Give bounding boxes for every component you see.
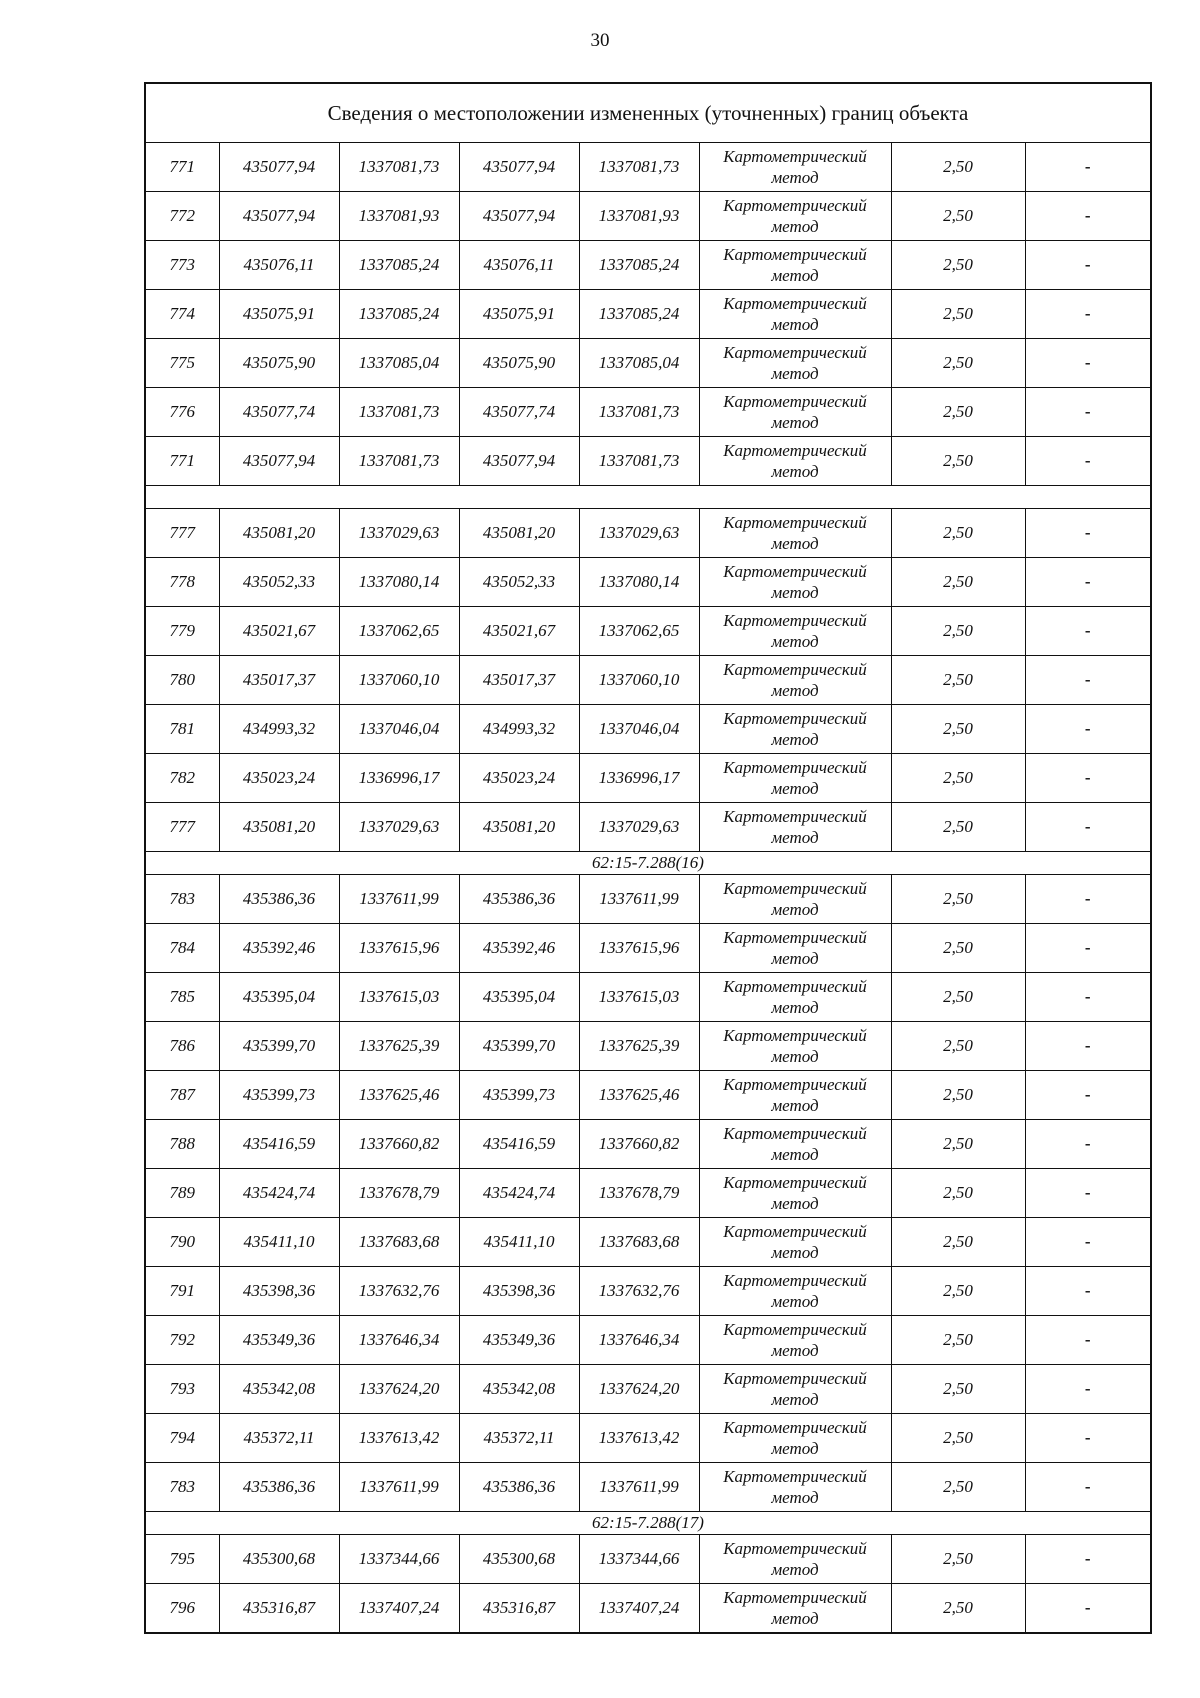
point-description: - (1025, 1169, 1151, 1218)
accuracy: 2,50 (891, 558, 1025, 607)
y-new: 1337611,99 (579, 875, 699, 924)
table-row (145, 241, 1151, 290)
x-existing: 435395,04 (219, 973, 339, 1022)
boundary-coordinates-table (144, 82, 1152, 1634)
point-description: - (1025, 437, 1151, 486)
y-existing: 1337625,39 (339, 1022, 459, 1071)
y-new: 1337080,14 (579, 558, 699, 607)
method: Картометрический метод (699, 1267, 891, 1316)
accuracy: 2,50 (891, 1267, 1025, 1316)
x-new: 435077,94 (459, 192, 579, 241)
y-new: 1337625,39 (579, 1022, 699, 1071)
y-existing: 1337046,04 (339, 705, 459, 754)
x-existing: 435077,94 (219, 143, 339, 192)
point-description: - (1025, 1022, 1151, 1071)
y-existing: 1337611,99 (339, 875, 459, 924)
point-number: 777 (145, 509, 219, 558)
point-description: - (1025, 1414, 1151, 1463)
method: Картометрический метод (699, 1535, 891, 1584)
point-description: - (1025, 192, 1151, 241)
y-existing: 1337081,73 (339, 388, 459, 437)
y-new: 1337062,65 (579, 607, 699, 656)
table-row (145, 1414, 1151, 1463)
method: Картометрический метод (699, 1022, 891, 1071)
x-existing: 435081,20 (219, 509, 339, 558)
x-existing: 435342,08 (219, 1365, 339, 1414)
point-description: - (1025, 339, 1151, 388)
point-description: - (1025, 803, 1151, 852)
point-description: - (1025, 875, 1151, 924)
accuracy: 2,50 (891, 607, 1025, 656)
point-description: - (1025, 1120, 1151, 1169)
point-description: - (1025, 1535, 1151, 1584)
y-existing: 1337646,34 (339, 1316, 459, 1365)
page-number: 30 (590, 30, 610, 51)
section-label-row (145, 852, 1151, 875)
y-new: 1337625,46 (579, 1071, 699, 1120)
table-row (145, 192, 1151, 241)
y-existing: 1337085,04 (339, 339, 459, 388)
table-row (145, 509, 1151, 558)
accuracy: 2,50 (891, 1071, 1025, 1120)
point-description: - (1025, 143, 1151, 192)
method: Картометрический метод (699, 1463, 891, 1512)
y-existing: 1337613,42 (339, 1414, 459, 1463)
point-description: - (1025, 1463, 1151, 1512)
x-existing: 435023,24 (219, 754, 339, 803)
method: Картометрический метод (699, 1414, 891, 1463)
y-existing: 1337625,46 (339, 1071, 459, 1120)
accuracy: 2,50 (891, 1414, 1025, 1463)
section-label: 62:15-7.288(16) (145, 852, 1151, 875)
spacer-row (145, 486, 1151, 509)
x-new: 435399,70 (459, 1022, 579, 1071)
accuracy: 2,50 (891, 705, 1025, 754)
y-existing: 1337344,66 (339, 1535, 459, 1584)
y-existing: 1337678,79 (339, 1169, 459, 1218)
y-existing: 1337407,24 (339, 1584, 459, 1634)
x-existing: 435424,74 (219, 1169, 339, 1218)
y-new: 1336996,17 (579, 754, 699, 803)
point-description: - (1025, 1316, 1151, 1365)
point-description: - (1025, 607, 1151, 656)
point-number: 791 (145, 1267, 219, 1316)
point-description: - (1025, 509, 1151, 558)
y-existing: 1337085,24 (339, 241, 459, 290)
x-new: 435386,36 (459, 1463, 579, 1512)
table-row (145, 1584, 1151, 1634)
point-number: 794 (145, 1414, 219, 1463)
point-number: 793 (145, 1365, 219, 1414)
accuracy: 2,50 (891, 1120, 1025, 1169)
x-new: 435077,94 (459, 143, 579, 192)
point-number: 782 (145, 754, 219, 803)
section-label-row (145, 1512, 1151, 1535)
accuracy: 2,50 (891, 754, 1025, 803)
table-row (145, 705, 1151, 754)
x-existing: 435411,10 (219, 1218, 339, 1267)
section-label (145, 486, 1151, 509)
y-new: 1337632,76 (579, 1267, 699, 1316)
point-number: 783 (145, 875, 219, 924)
point-number: 774 (145, 290, 219, 339)
table-row (145, 924, 1151, 973)
accuracy: 2,50 (891, 143, 1025, 192)
point-number: 778 (145, 558, 219, 607)
x-existing: 435372,11 (219, 1414, 339, 1463)
y-new: 1337081,93 (579, 192, 699, 241)
x-existing: 435076,11 (219, 241, 339, 290)
y-new: 1337615,96 (579, 924, 699, 973)
method: Картометрический метод (699, 705, 891, 754)
x-new: 435081,20 (459, 509, 579, 558)
table-row (145, 1169, 1151, 1218)
x-new: 435081,20 (459, 803, 579, 852)
y-existing: 1337085,24 (339, 290, 459, 339)
x-new: 435023,24 (459, 754, 579, 803)
accuracy: 2,50 (891, 509, 1025, 558)
y-existing: 1337081,73 (339, 437, 459, 486)
table-header-row (145, 83, 1151, 143)
method: Картометрический метод (699, 437, 891, 486)
table-header: Сведения о местоположении измененных (уточненных) границ объекта (145, 83, 1151, 143)
point-number: 781 (145, 705, 219, 754)
accuracy: 2,50 (891, 437, 1025, 486)
x-existing: 435075,91 (219, 290, 339, 339)
method: Картометрический метод (699, 509, 891, 558)
y-existing: 1337081,73 (339, 143, 459, 192)
accuracy: 2,50 (891, 803, 1025, 852)
x-existing: 435075,90 (219, 339, 339, 388)
x-new: 435316,87 (459, 1584, 579, 1634)
y-new: 1337046,04 (579, 705, 699, 754)
x-existing: 435077,94 (219, 437, 339, 486)
x-new: 435075,90 (459, 339, 579, 388)
x-new: 435411,10 (459, 1218, 579, 1267)
y-existing: 1337029,63 (339, 803, 459, 852)
y-existing: 1337080,14 (339, 558, 459, 607)
table-row (145, 388, 1151, 437)
x-new: 435075,91 (459, 290, 579, 339)
y-new: 1337081,73 (579, 388, 699, 437)
y-existing: 1337611,99 (339, 1463, 459, 1512)
table-row (145, 1120, 1151, 1169)
y-existing: 1337062,65 (339, 607, 459, 656)
x-new: 435300,68 (459, 1535, 579, 1584)
y-existing: 1337615,03 (339, 973, 459, 1022)
accuracy: 2,50 (891, 1584, 1025, 1634)
accuracy: 2,50 (891, 192, 1025, 241)
table-row (145, 754, 1151, 803)
point-number: 771 (145, 143, 219, 192)
y-new: 1337081,73 (579, 143, 699, 192)
accuracy: 2,50 (891, 973, 1025, 1022)
x-existing: 435386,36 (219, 1463, 339, 1512)
x-existing: 435077,74 (219, 388, 339, 437)
x-new: 435416,59 (459, 1120, 579, 1169)
y-new: 1337085,24 (579, 290, 699, 339)
point-description: - (1025, 1071, 1151, 1120)
x-existing: 435316,87 (219, 1584, 339, 1634)
x-new: 435392,46 (459, 924, 579, 973)
x-existing: 435398,36 (219, 1267, 339, 1316)
y-new: 1337029,63 (579, 509, 699, 558)
x-new: 435052,33 (459, 558, 579, 607)
x-new: 435424,74 (459, 1169, 579, 1218)
point-description: - (1025, 558, 1151, 607)
accuracy: 2,50 (891, 1316, 1025, 1365)
method: Картометрический метод (699, 803, 891, 852)
accuracy: 2,50 (891, 1365, 1025, 1414)
point-number: 772 (145, 192, 219, 241)
point-number: 795 (145, 1535, 219, 1584)
point-description: - (1025, 1267, 1151, 1316)
x-existing: 435399,70 (219, 1022, 339, 1071)
table-row (145, 1267, 1151, 1316)
point-number: 787 (145, 1071, 219, 1120)
table-row (145, 339, 1151, 388)
x-existing: 435392,46 (219, 924, 339, 973)
point-number: 775 (145, 339, 219, 388)
point-description: - (1025, 924, 1151, 973)
accuracy: 2,50 (891, 1463, 1025, 1512)
method: Картометрический метод (699, 1169, 891, 1218)
x-new: 435021,67 (459, 607, 579, 656)
method: Картометрический метод (699, 656, 891, 705)
method: Картометрический метод (699, 875, 891, 924)
y-existing: 1337660,82 (339, 1120, 459, 1169)
method: Картометрический метод (699, 1584, 891, 1634)
point-description: - (1025, 656, 1151, 705)
table-row (145, 656, 1151, 705)
x-new: 435017,37 (459, 656, 579, 705)
x-existing: 435300,68 (219, 1535, 339, 1584)
y-existing: 1337081,93 (339, 192, 459, 241)
y-new: 1337407,24 (579, 1584, 699, 1634)
x-existing: 435052,33 (219, 558, 339, 607)
method: Картометрический метод (699, 1120, 891, 1169)
table-row (145, 973, 1151, 1022)
table-row (145, 1463, 1151, 1512)
y-new: 1337646,34 (579, 1316, 699, 1365)
x-new: 435372,11 (459, 1414, 579, 1463)
accuracy: 2,50 (891, 924, 1025, 973)
point-description: - (1025, 705, 1151, 754)
method: Картометрический метод (699, 290, 891, 339)
table-row (145, 1022, 1151, 1071)
y-new: 1337624,20 (579, 1365, 699, 1414)
table-row (145, 875, 1151, 924)
accuracy: 2,50 (891, 388, 1025, 437)
y-existing: 1337060,10 (339, 656, 459, 705)
x-new: 435349,36 (459, 1316, 579, 1365)
table-row (145, 1535, 1151, 1584)
point-description: - (1025, 754, 1151, 803)
table-row (145, 1365, 1151, 1414)
point-number: 796 (145, 1584, 219, 1634)
accuracy: 2,50 (891, 1022, 1025, 1071)
x-new: 435077,74 (459, 388, 579, 437)
y-existing: 1337029,63 (339, 509, 459, 558)
point-number: 788 (145, 1120, 219, 1169)
y-new: 1337678,79 (579, 1169, 699, 1218)
y-existing: 1337615,96 (339, 924, 459, 973)
table-row (145, 143, 1151, 192)
x-existing: 435399,73 (219, 1071, 339, 1120)
x-new: 434993,32 (459, 705, 579, 754)
point-number: 771 (145, 437, 219, 486)
x-existing: 435077,94 (219, 192, 339, 241)
section-label: 62:15-7.288(17) (145, 1512, 1151, 1535)
method: Картометрический метод (699, 558, 891, 607)
y-existing: 1337632,76 (339, 1267, 459, 1316)
point-number: 777 (145, 803, 219, 852)
point-description: - (1025, 973, 1151, 1022)
method: Картометрический метод (699, 754, 891, 803)
y-existing: 1337624,20 (339, 1365, 459, 1414)
y-new: 1337085,04 (579, 339, 699, 388)
point-number: 783 (145, 1463, 219, 1512)
y-new: 1337683,68 (579, 1218, 699, 1267)
table-row (145, 290, 1151, 339)
point-number: 790 (145, 1218, 219, 1267)
accuracy: 2,50 (891, 1535, 1025, 1584)
y-new: 1337611,99 (579, 1463, 699, 1512)
point-number: 780 (145, 656, 219, 705)
x-new: 435398,36 (459, 1267, 579, 1316)
table-row (145, 607, 1151, 656)
accuracy: 2,50 (891, 875, 1025, 924)
y-new: 1337660,82 (579, 1120, 699, 1169)
method: Картометрический метод (699, 607, 891, 656)
y-new: 1337615,03 (579, 973, 699, 1022)
x-new: 435342,08 (459, 1365, 579, 1414)
method: Картометрический метод (699, 1365, 891, 1414)
table-body (145, 83, 1151, 1633)
point-description: - (1025, 290, 1151, 339)
method: Картометрический метод (699, 1316, 891, 1365)
x-existing: 435386,36 (219, 875, 339, 924)
x-new: 435076,11 (459, 241, 579, 290)
y-new: 1337085,24 (579, 241, 699, 290)
x-existing: 435021,67 (219, 607, 339, 656)
y-new: 1337613,42 (579, 1414, 699, 1463)
method: Картометрический метод (699, 924, 891, 973)
x-existing: 435349,36 (219, 1316, 339, 1365)
x-existing: 435017,37 (219, 656, 339, 705)
y-existing: 1336996,17 (339, 754, 459, 803)
accuracy: 2,50 (891, 339, 1025, 388)
x-new: 435399,73 (459, 1071, 579, 1120)
method: Картометрический метод (699, 192, 891, 241)
point-number: 786 (145, 1022, 219, 1071)
y-existing: 1337683,68 (339, 1218, 459, 1267)
method: Картометрический метод (699, 973, 891, 1022)
accuracy: 2,50 (891, 1169, 1025, 1218)
y-new: 1337029,63 (579, 803, 699, 852)
y-new: 1337081,73 (579, 437, 699, 486)
method: Картометрический метод (699, 388, 891, 437)
x-new: 435395,04 (459, 973, 579, 1022)
point-description: - (1025, 1584, 1151, 1634)
table-row (145, 1071, 1151, 1120)
table-row (145, 1218, 1151, 1267)
point-number: 792 (145, 1316, 219, 1365)
x-existing: 434993,32 (219, 705, 339, 754)
x-new: 435386,36 (459, 875, 579, 924)
point-number: 776 (145, 388, 219, 437)
table-row (145, 558, 1151, 607)
method: Картометрический метод (699, 339, 891, 388)
accuracy: 2,50 (891, 1218, 1025, 1267)
method: Картометрический метод (699, 143, 891, 192)
accuracy: 2,50 (891, 241, 1025, 290)
y-new: 1337344,66 (579, 1535, 699, 1584)
y-new: 1337060,10 (579, 656, 699, 705)
accuracy: 2,50 (891, 656, 1025, 705)
point-description: - (1025, 241, 1151, 290)
point-number: 784 (145, 924, 219, 973)
point-number: 789 (145, 1169, 219, 1218)
point-description: - (1025, 1365, 1151, 1414)
table-row (145, 803, 1151, 852)
point-description: - (1025, 1218, 1151, 1267)
table-row (145, 1316, 1151, 1365)
x-new: 435077,94 (459, 437, 579, 486)
point-number: 779 (145, 607, 219, 656)
point-description: - (1025, 388, 1151, 437)
point-number: 785 (145, 973, 219, 1022)
method: Картометрический метод (699, 1071, 891, 1120)
method: Картометрический метод (699, 241, 891, 290)
x-existing: 435416,59 (219, 1120, 339, 1169)
method: Картометрический метод (699, 1218, 891, 1267)
x-existing: 435081,20 (219, 803, 339, 852)
accuracy: 2,50 (891, 290, 1025, 339)
table-row (145, 437, 1151, 486)
point-number: 773 (145, 241, 219, 290)
